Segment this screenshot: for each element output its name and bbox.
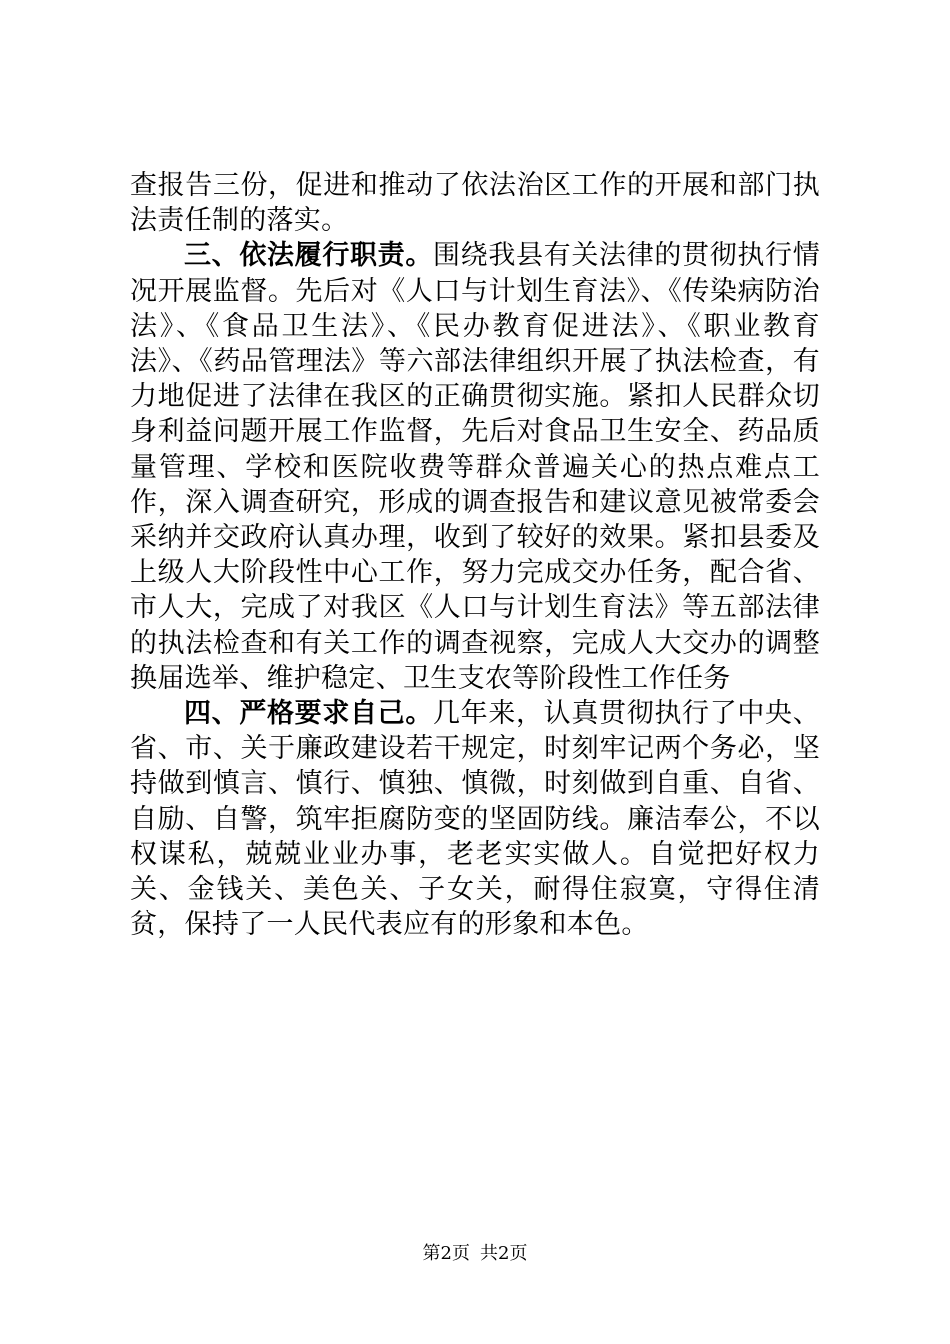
paragraph-continuation bbox=[130, 168, 820, 238]
paragraph-section-three bbox=[130, 238, 820, 696]
page-footer bbox=[0, 1239, 950, 1265]
paragraph-text: 几年来，认真贯彻执行了中央、省、市、关于廉政建设若干规定，时刻牢记两个务必，坚持做到慎言、慎行、慎独、慎微，时刻做到自重、自省、自励、自警，筑牢拒腐防变的坚固防线。廉洁奉公，不以权谋私，兢兢业业办事，老老实实做人。自觉把好权力关、金钱关、美色关、子女关，耐得住寂寞，守得住清贫，保持了一人民代表应有的形象和本色。 bbox=[130, 698, 820, 941]
document-body bbox=[130, 168, 820, 942]
section-heading: 四、严格要求自己。 bbox=[184, 698, 434, 730]
paragraph-text: 围绕我县有关法律的贯彻执行情况开展监督。先后对《人口与计划生育法》、《传染病防治法》、《食品卫生法》、《民办教育促进法》、《职业教育法》、《药品管理法》等六部法律组织开展了执法检查，有力地促进了法律在我区的正确贯彻实施。紧扣人民群众切身利益问题开展工作监督，先后对食品卫生安全、药品质量管理、学校和医院收费等群众普遍关心的热点难点工作，深入调查研究，形成的调查报告和建议意见被常委会采纳并交政府认真办理，收到了较好的效果。紧扣县委及上级人大阶段性中心工作，努力完成交办任务，配合省、市人大，完成了对我区《人口与计划生育法》等五部法律的执法检查和有关工作的调查视察，完成人大交办的调整换届选举、维护稳定、卫生支农等阶段性工作任务 bbox=[130, 240, 820, 694]
section-heading: 三、依法履行职责。 bbox=[184, 240, 434, 272]
page-total: 共2页 bbox=[480, 1243, 528, 1264]
paragraph-text: 查报告三份，促进和推动了依法治区工作的开展和部门执法责任制的落实。 bbox=[130, 170, 820, 237]
paragraph-section-four bbox=[130, 696, 820, 942]
page-number: 第2页 bbox=[422, 1243, 470, 1264]
